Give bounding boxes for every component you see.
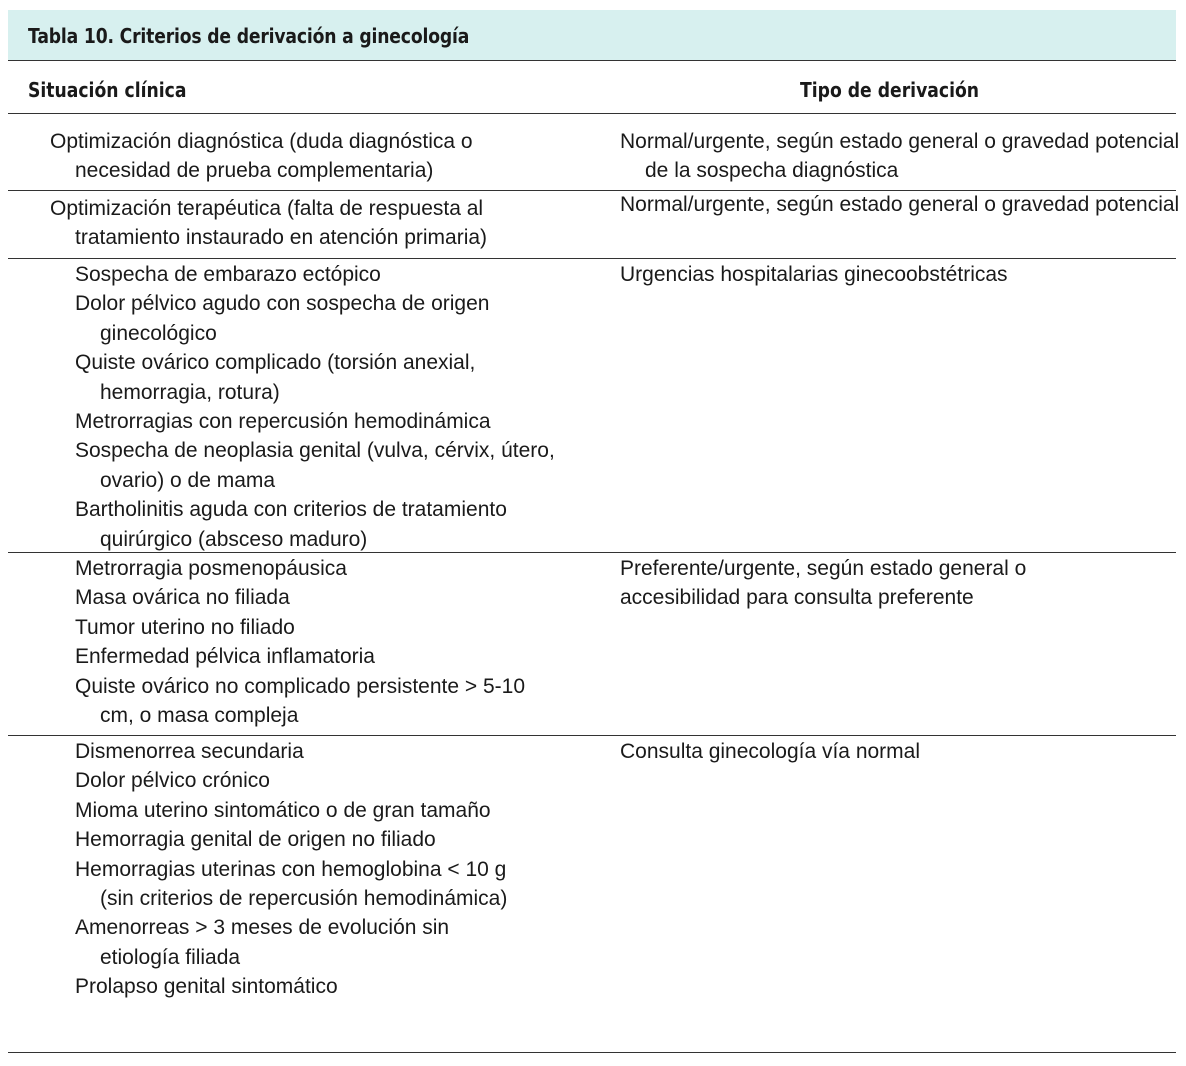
referral-cell [620, 554, 1176, 613]
referral-text: Normal/urgente, según estado general o gravedad potencial de la sospecha diagnóstica [620, 130, 1180, 183]
situation-item: Quiste ovárico no complicado persistente > 5-10 cm, o masa compleja [75, 674, 525, 728]
situation-item: Metrorragia posmenopáusica [75, 557, 347, 580]
situation-cell [8, 554, 608, 730]
situation-item: Dismenorrea secundaria [75, 740, 304, 763]
referral-cell [620, 737, 1176, 766]
row-divider [8, 552, 1176, 553]
situation-item: Enfermedad pélvica inflamatoria [75, 645, 375, 669]
situation-item: Masa ovárica no filiada [75, 586, 290, 610]
situation-cell [8, 737, 608, 1002]
row-divider [8, 258, 1176, 259]
situation-item: Optimización diagnóstica (duda diagnóstica o necesidad de prueba complementaria) [50, 130, 473, 183]
situation-item: Optimización terapéutica (falta de respuesta al tratamiento instaurado en atención primaria) [50, 197, 488, 250]
situation-item: Dolor pélvico crónico [75, 769, 270, 793]
situation-item: Hemorragias uterinas con hemoglobina < 10 g (sin criterios de repercusión hemodinámica) [75, 857, 508, 911]
situation-cell [8, 194, 608, 253]
situation-item: Mioma uterino sintomático o de gran tamaño [75, 798, 491, 822]
situation-item: Tumor uterino no filiado [75, 615, 295, 639]
header-divider [8, 113, 1176, 114]
referral-text: Consulta ginecología vía normal [620, 740, 921, 763]
table-title-bar [8, 10, 1176, 61]
situation-cell [8, 127, 608, 186]
situation-item: Metrorragias con repercusión hemodinámica [75, 410, 491, 434]
row-divider [8, 735, 1176, 736]
situation-item: Prolapso genital sintomático [75, 975, 338, 999]
referral-text: Preferente/urgente, según estado general o accesibilidad para consulta preferente [620, 557, 1027, 610]
header-situation: Situación clínica [28, 78, 187, 102]
situation-item: Hemorragia genital de origen no filiado [75, 828, 436, 852]
situation-item: Sospecha de embarazo ectópico [75, 263, 381, 286]
situation-item: Amenorreas > 3 meses de evolución sin etiología filiada [75, 916, 450, 969]
referral-text: Normal/urgente, según estado general o gravedad potencial [620, 193, 1180, 216]
referral-cell [620, 260, 1176, 289]
referral-cell [620, 127, 1180, 186]
table-title: Tabla 10. Criterios de derivación a ginecología [28, 24, 470, 48]
situation-cell [8, 260, 608, 554]
referral-cell [620, 190, 1180, 219]
referral-text: Urgencias hospitalarias ginecoobstétricas [620, 263, 1008, 286]
situation-item: Sospecha de neoplasia genital (vulva, cérvix, útero, ovario) o de mama [75, 439, 555, 492]
header-referral: Tipo de derivación [800, 78, 980, 102]
table-bottom-border [8, 1052, 1176, 1053]
situation-item: Bartholinitis aguda con criterios de tratamiento quirúrgico (absceso maduro) [75, 498, 507, 551]
situation-item: Quiste ovárico complicado (torsión anexial, hemorragia, rotura) [75, 351, 476, 404]
situation-item: Dolor pélvico agudo con sospecha de origen ginecológico [75, 292, 490, 345]
